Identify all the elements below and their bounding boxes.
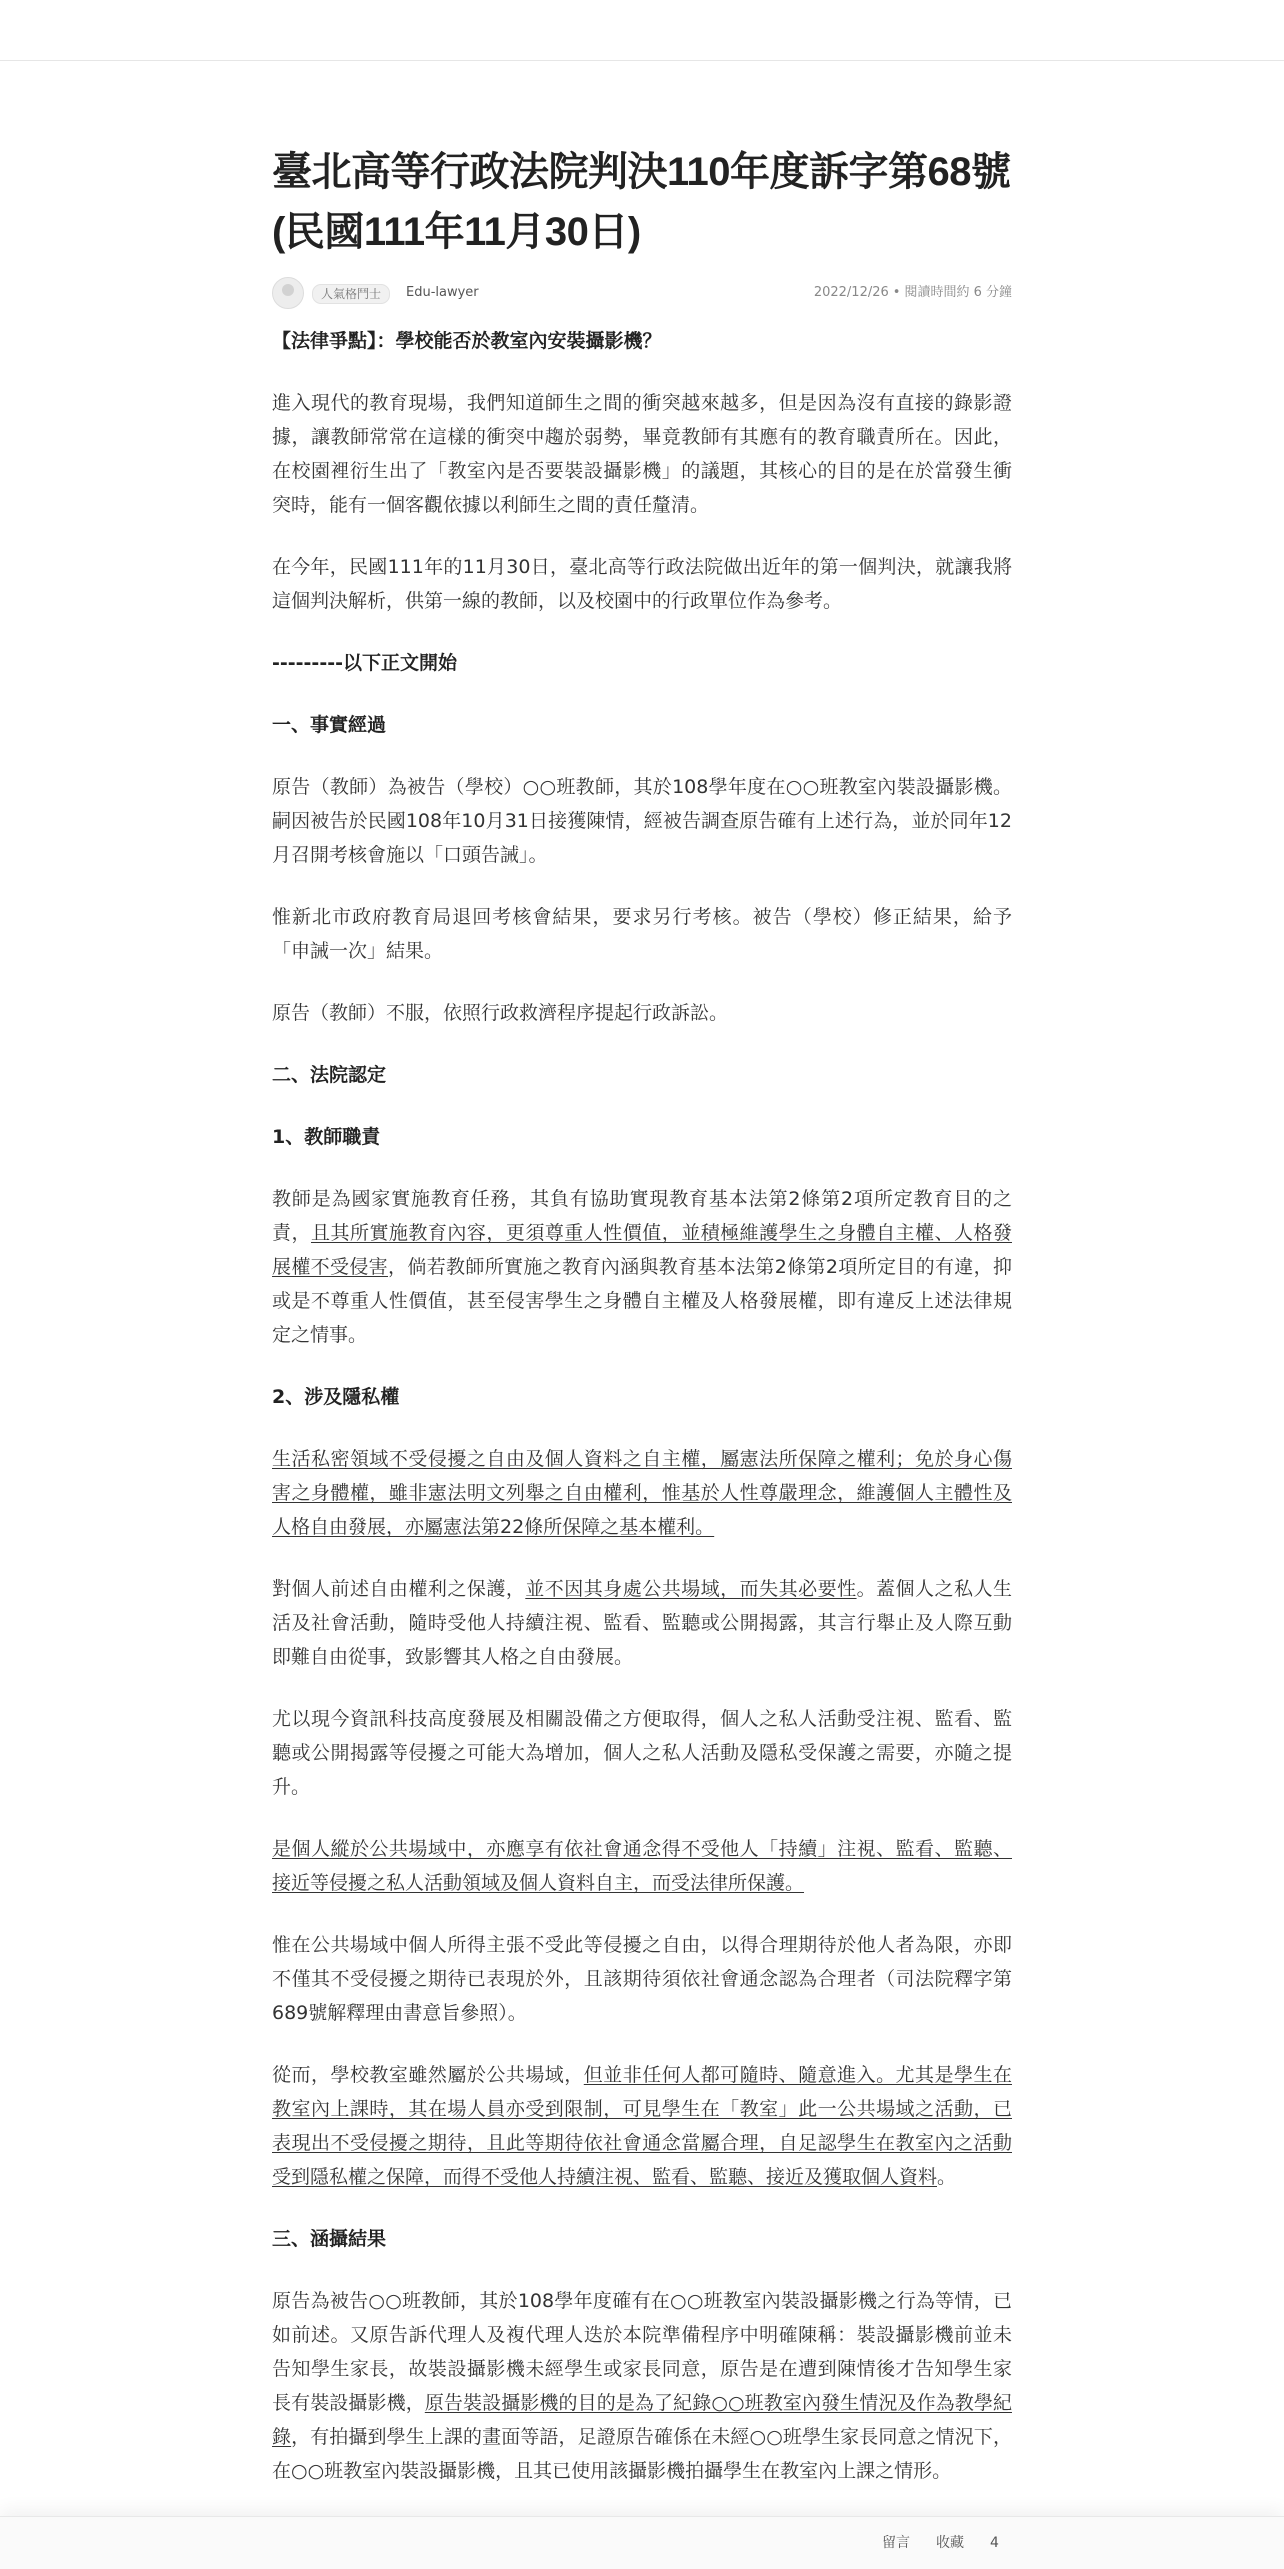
body-paragraph	[272, 1702, 1012, 1804]
like-count[interactable]: 4	[990, 2535, 999, 2551]
paragraph-text: 原告為被告○○班教師，其於108學年度確有在○○班教室內裝設攝影機之行為等情，已如前述。又原告訴代理人及複代理人迭於本院準備程序中明確陳稱：裝設攝影機前並未告知學生家長，故裝設攝影機未經學生或家長同意，原告是在遭到陳情後才告知學生家長有裝設攝影機，	[272, 2290, 1012, 2414]
underlined-text: 是個人縱於公共場域中，亦應享有依社會通念得不受他人「持續」注視、監看、監聽、接近等侵擾之私人活動領域及個人資料自主，而受法律所保護。	[272, 1838, 1012, 1894]
body-paragraph	[272, 550, 1012, 618]
section-heading	[272, 2222, 1012, 2256]
body-paragraph	[272, 2058, 1012, 2194]
author-name[interactable]: Edu-lawyer	[406, 285, 479, 300]
paragraph-text: 。	[937, 2166, 957, 2188]
publish-info	[814, 284, 1012, 302]
underlined-text: 且其所實施教育內容，更須尊重人性價值，並積極維護學生之身體自主權、人格發展權不受侵害	[272, 1222, 1012, 1278]
article-meta	[272, 276, 1012, 310]
paragraph-text: 1、教師職責	[272, 1126, 381, 1148]
article	[272, 60, 1012, 2516]
paragraph-text: 惟新北市政府教育局退回考核會結果，要求另行考核。被告（學校）修正結果，給予「申誡一次」結果。	[272, 906, 1012, 962]
article-body	[272, 324, 1012, 2488]
paragraph-text: 進入現代的教育現場，我們知道師生之間的衝突越來越多，但是因為沒有直接的錄影證據，讓教師常常在這樣的衝突中趨於弱勢，畢竟教師有其應有的教育職責所在。因此，在校園裡衍生出了「教室內是否要裝設攝影機」的議題，其核心的目的是在於當發生衝突時，能有一個客觀依據以利師生之間的責任釐清。	[272, 392, 1012, 516]
publish-date: 2022/12/26	[813, 285, 889, 300]
section-heading	[272, 1380, 1012, 1414]
paragraph-text: ---------以下正文開始	[272, 652, 457, 674]
section-heading	[272, 708, 1012, 742]
section-heading	[272, 646, 1012, 680]
article-title: 臺北高等行政法院判決110年度訴字第68號(民國111年11月30日)	[272, 150, 1011, 254]
comment-button[interactable]: 留言	[882, 2535, 910, 2551]
bottom-action-bar	[0, 2516, 1284, 2569]
underlined-text: 生活私密領域不受侵擾之自由及個人資料之自主權，屬憲法所保障之權利；免於身心傷害之身體權，雖非憲法明文列舉之自由權利，惟基於人性尊嚴理念，維護個人主體性及人格自由發展，亦屬憲法第22條所保障之基本權利。	[272, 1448, 1012, 1538]
section-heading	[272, 324, 1012, 358]
paragraph-text: 三、涵攝結果	[272, 2228, 387, 2250]
paragraph-text: 2、涉及隱私權	[272, 1386, 400, 1408]
body-paragraph	[272, 1182, 1012, 1352]
body-paragraph	[272, 1928, 1012, 2030]
section-heading	[272, 1120, 1012, 1154]
paragraph-text: 【法律爭點】：學校能否於教室內安裝攝影機？	[272, 330, 662, 352]
paragraph-text: 原告（教師）為被告（學校）○○班教師，其於108學年度在○○班教室內裝設攝影機。嗣因被告於民國108年10月31日接獲陳情，經被告調查原告確有上述行為，並於同年12月召開考核會施以「口頭告誡」。	[272, 776, 1012, 866]
body-paragraph	[272, 2284, 1012, 2488]
body-paragraph	[272, 1572, 1012, 1674]
paragraph-text: 教師是為國家實施教育任務，其負有協助實現教育基本法第2條第2項所定教育目的之責，	[272, 1188, 1012, 1244]
top-nav-bar	[0, 0, 1284, 61]
paragraph-text: 在今年，民國111年的11月30日，臺北高等行政法院做出近年的第一個判決，就讓我將這個判決解析，供第一線的教師，以及校園中的行政單位作為參考。	[272, 556, 1012, 612]
paragraph-text: 。蓋個人之私人生活及社會活動，隨時受他人持續注視、監看、監聽或公開揭露，其言行舉止及人際互動即難自由從事，致影響其人格之自由發展。	[272, 1578, 1012, 1668]
paragraph-text: 惟在公共場域中個人所得主張不受此等侵擾之自由，以得合理期待於他人者為限，亦即不僅其不受侵擾之期待已表現於外，且該期待須依社會通念認為合理者（司法院釋字第689號解釋理由書意旨參照）。	[272, 1934, 1012, 2024]
meta-separator: •	[892, 285, 901, 300]
bookmark-button[interactable]: 收藏	[936, 2535, 964, 2551]
body-paragraph	[272, 900, 1012, 968]
body-paragraph	[272, 1442, 1012, 1544]
paragraph-text: 尤以現今資訊科技高度發展及相關設備之方便取得，個人之私人活動受注視、監看、監聽或公開揭露等侵擾之可能大為增加，個人之私人活動及隱私受保護之需要，亦隨之提升。	[272, 1708, 1012, 1798]
author-avatar[interactable]	[272, 277, 304, 309]
paragraph-text: 對個人前述自由權利之保護，	[272, 1578, 526, 1600]
body-paragraph	[272, 996, 1012, 1030]
underlined-text: 原告裝設攝影機的目的是為了紀錄○○班教室內發生情況及作為教學紀錄	[272, 2392, 1012, 2448]
author-badge: 人氣格鬥士	[312, 284, 390, 304]
paragraph-text: ，有拍攝到學生上課的畫面等語，足證原告確係在未經○○班學生家長同意之情況下，在○○班教室內裝設攝影機，且其已使用該攝影機拍攝學生在教室內上課之情形。	[272, 2426, 1012, 2482]
underlined-text: 並不因其身處公共場域，而失其必要性	[525, 1578, 857, 1600]
body-paragraph	[272, 386, 1012, 522]
read-time: 閱讀時間約 6 分鐘	[904, 285, 1012, 300]
body-paragraph	[272, 1832, 1012, 1900]
body-paragraph	[272, 770, 1012, 872]
section-heading	[272, 1058, 1012, 1092]
paragraph-text: 原告（教師）不服，依照行政救濟程序提起行政訴訟。	[272, 1002, 729, 1024]
underlined-text: 但並非任何人都可隨時、隨意進入。尤其是學生在教室內上課時，其在場人員亦受到限制，可見學生在「教室」此一公共場域之活動，已表現出不受侵擾之期待，且此等期待依社會通念當屬合理，自足認學生在教室內之活動受到隱私權之保障，而得不受他人持續注視、監看、監聽、接近及獲取個人資料	[272, 2064, 1012, 2188]
paragraph-text: 一、事實經過	[272, 714, 387, 736]
paragraph-text: 從而，學校教室雖然屬於公共場域，	[272, 2064, 584, 2086]
paragraph-text: ，倘若教師所實施之教育內涵與教育基本法第2條第2項所定目的有違，抑或是不尊重人性價值，甚至侵害學生之身體自主權及人格發展權，即有違反上述法律規定之情事。	[272, 1256, 1012, 1346]
paragraph-text: 二、法院認定	[272, 1064, 387, 1086]
